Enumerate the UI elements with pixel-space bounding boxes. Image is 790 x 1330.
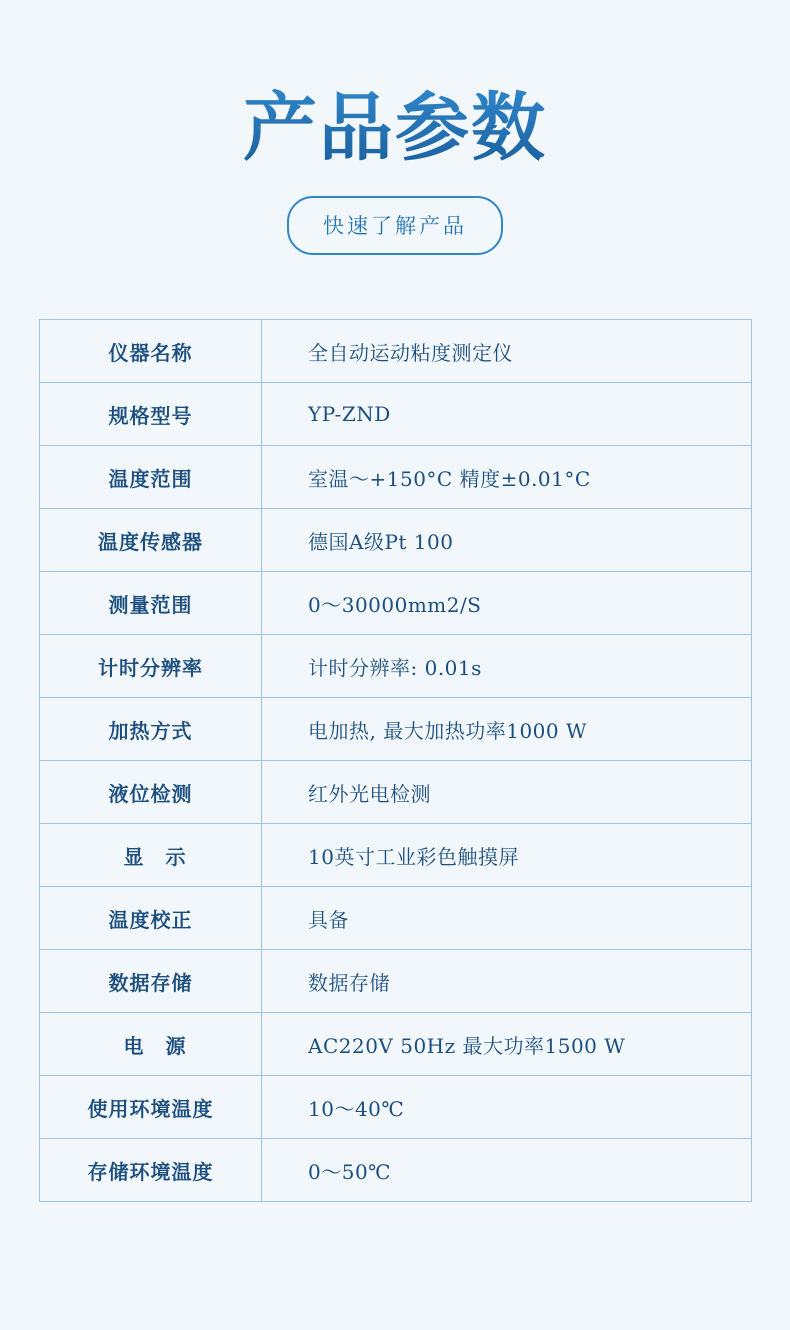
spec-value: 电加热, 最大加热功率1000 W: [262, 698, 752, 761]
spec-label: 温度校正: [40, 887, 262, 950]
spec-label: 规格型号: [40, 383, 262, 446]
spec-label: 电 源: [40, 1013, 262, 1076]
table-row: [40, 572, 752, 635]
table-row: [40, 635, 752, 698]
spec-value: 10英寸工业彩色触摸屏: [262, 824, 752, 887]
spec-value: 0～30000mm2/S: [262, 572, 752, 635]
table-row: [40, 320, 752, 383]
table-row: [40, 446, 752, 509]
table-row: [40, 1076, 752, 1139]
spec-value: 计时分辨率: 0.01s: [262, 635, 752, 698]
spec-label: 加热方式: [40, 698, 262, 761]
table-row: [40, 1013, 752, 1076]
subtitle-row: [0, 196, 790, 255]
page-title: 产品参数: [0, 86, 790, 170]
table-row: [40, 698, 752, 761]
spec-table: [39, 319, 752, 1202]
spec-label: 仪器名称: [40, 320, 262, 383]
spec-label: 温度范围: [40, 446, 262, 509]
spec-value: 0～50℃: [262, 1139, 752, 1202]
spec-value: 红外光电检测: [262, 761, 752, 824]
spec-value: 室温～+150°C 精度±0.01°C: [262, 446, 752, 509]
spec-value: 全自动运动粘度测定仪: [262, 320, 752, 383]
table-row: [40, 887, 752, 950]
spec-label: 使用环境温度: [40, 1076, 262, 1139]
spec-label: 液位检测: [40, 761, 262, 824]
spec-table-body: [40, 320, 752, 1202]
spec-label: 存储环境温度: [40, 1139, 262, 1202]
spec-label: 测量范围: [40, 572, 262, 635]
table-row: [40, 383, 752, 446]
spec-label: 显 示: [40, 824, 262, 887]
spec-value: 具备: [262, 887, 752, 950]
spec-label: 计时分辨率: [40, 635, 262, 698]
subtitle-badge: 快速了解产品: [287, 196, 503, 255]
table-row: [40, 824, 752, 887]
spec-label: 温度传感器: [40, 509, 262, 572]
spec-table-container: [39, 319, 751, 1202]
table-row: [40, 761, 752, 824]
table-row: [40, 950, 752, 1013]
table-row: [40, 1139, 752, 1202]
spec-value: 10～40℃: [262, 1076, 752, 1139]
spec-value: 德国A级Pt 100: [262, 509, 752, 572]
spec-value: YP-ZND: [262, 383, 752, 446]
spec-label: 数据存储: [40, 950, 262, 1013]
spec-value: AC220V 50Hz 最大功率1500 W: [262, 1013, 752, 1076]
page-header: [0, 0, 790, 255]
spec-value: 数据存储: [262, 950, 752, 1013]
table-row: [40, 509, 752, 572]
